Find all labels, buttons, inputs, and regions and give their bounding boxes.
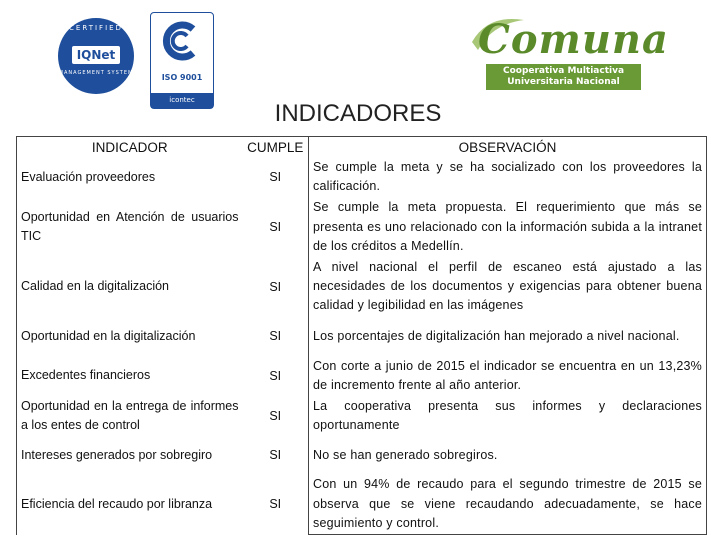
- icontec-c-mark-icon: [161, 21, 201, 61]
- comuna-subtitle: [486, 64, 641, 90]
- observation-cell: No se han generado sobregiros.: [309, 436, 707, 474]
- meets-cell: SI: [269, 368, 282, 383]
- comuna-subtitle-line1: Cooperativa Multiactiva: [502, 66, 625, 76]
- comuna-logo: [468, 8, 669, 98]
- iqnet-certification-logo: [58, 18, 134, 94]
- observation-cell: Con un 94% de recaudo para el segundo trimestre de 2015 se observa que se viene recaudando adecuadamente, se hace seguimiento y control.: [309, 474, 707, 534]
- iqnet-ring-bottom-text: MANAGEMENT SYSTEM: [58, 70, 134, 76]
- indicator-cell: Intereses generados por sobregiro: [17, 436, 243, 474]
- table-header-row: [17, 137, 707, 158]
- header-indicator: INDICADOR: [17, 137, 243, 158]
- comuna-subtitle-line2: Universitaria Nacional: [507, 77, 620, 87]
- indicator-cell: Calidad en la digitalización: [17, 257, 243, 317]
- table-row: [17, 157, 707, 197]
- table-row: [17, 197, 707, 257]
- observation-cell: Se cumple la meta propuesta. El requerimiento que más se presenta es uno relacionado con la información subida a la intranet de los créditos a Medellín.: [309, 197, 707, 257]
- header-meets: CUMPLE: [243, 137, 309, 158]
- page-title: INDICADORES: [274, 100, 442, 127]
- meets-cell: SI: [269, 220, 282, 235]
- meets-cell: SI: [269, 448, 282, 463]
- table-row: [17, 436, 707, 474]
- iqnet-ring-top-text: CERTIFIED: [69, 24, 123, 32]
- observation-cell: La cooperativa presenta sus informes y declaraciones oportunamente: [309, 396, 707, 436]
- iso-9001-label: ISO 9001: [161, 73, 203, 82]
- meets-cell: SI: [269, 329, 282, 344]
- table-row: [17, 356, 707, 396]
- table-row: [17, 257, 707, 317]
- indicator-cell: Eficiencia del recaudo por libranza: [17, 474, 243, 534]
- header-observation: OBSERVACIÓN: [309, 137, 707, 158]
- indicators-table: [16, 136, 707, 535]
- observation-cell: A nivel nacional el perfil de escaneo está ajustado a las necesidades de los documentos y exigencias para obtener buena calidad y legibilidad en las imágenes: [309, 257, 707, 317]
- meets-cell: SI: [269, 170, 282, 185]
- meets-cell: SI: [269, 497, 282, 512]
- meets-cell: SI: [269, 409, 282, 424]
- indicator-cell: Excedentes financieros: [17, 356, 243, 396]
- table-row: [17, 474, 707, 534]
- observation-cell: Se cumple la meta y se ha socializado con los proveedores la calificación.: [309, 157, 707, 197]
- indicator-cell: Oportunidad en Atención de usuarios TIC: [17, 197, 243, 257]
- observation-cell: Los porcentajes de digitalización han mejorado a nivel nacional.: [309, 317, 707, 356]
- observation-cell: Con corte a junio de 2015 el indicador se encuentra en un 13,23% de incremento frente al año anterior.: [309, 356, 707, 396]
- indicator-cell: Oportunidad en la digitalización: [17, 317, 243, 356]
- meets-cell: SI: [269, 279, 282, 294]
- iqnet-badge-text: IQNet: [72, 46, 120, 64]
- icontec-iso-logo: [150, 12, 214, 109]
- table-row: [17, 317, 707, 356]
- comuna-wordmark: Comuna: [478, 16, 669, 63]
- icontec-footer-label: icontec: [151, 93, 213, 108]
- table-row: [17, 396, 707, 436]
- indicator-cell: Evaluación proveedores: [17, 157, 243, 197]
- indicator-cell: Oportunidad en la entrega de informes a los entes de control: [17, 396, 243, 436]
